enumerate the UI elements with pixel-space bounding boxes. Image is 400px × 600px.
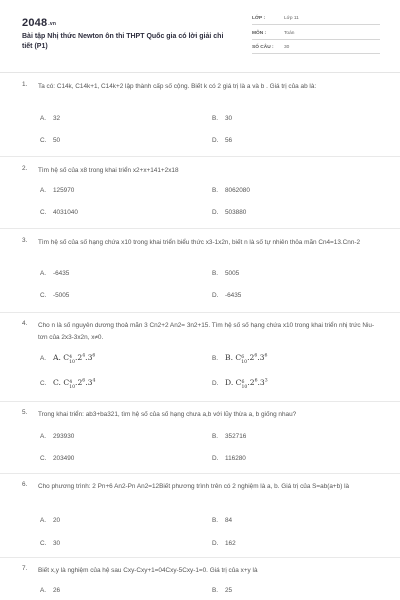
option-d[interactable]: D. D. C 6 10 $.2^6.3^3$: [212, 378, 268, 390]
option-d[interactable]: D. -6435: [212, 292, 242, 299]
formula: A. C 4 10 $.2^4.3^6$: [53, 353, 96, 365]
option-c[interactable]: C. C. C 4 10 $.2^6.3^4$: [40, 378, 96, 390]
option-a[interactable]: A. 26: [40, 587, 61, 594]
option-d[interactable]: D. 162: [212, 540, 236, 547]
option-b[interactable]: B. 8062080: [212, 187, 250, 194]
question-divider: [0, 557, 400, 558]
question-text: Tìm hệ số của x8 trong khai triển x2+x+141+2x18: [38, 167, 179, 174]
meta-value: 30: [284, 45, 290, 50]
meta-label: MÔN :: [252, 31, 267, 36]
question-divider: [0, 156, 400, 157]
option-b[interactable]: B. 352716: [212, 433, 247, 440]
option-c[interactable]: C. -5005: [40, 292, 70, 299]
page-title: Bài tập Nhị thức Newton ôn thi THPT Quốc gia có lời giải chi tiết (P1): [22, 33, 224, 50]
header-divider: [0, 72, 400, 73]
formula: D. C 6 10 $.2^6.3^3$: [225, 378, 268, 390]
question-number: 5.: [22, 409, 28, 416]
question-divider: [0, 401, 400, 402]
question-number: 1.: [22, 81, 28, 88]
meta-value: Toán: [284, 31, 295, 36]
question-number: 2.: [22, 165, 28, 172]
meta-value: Lớp 11: [284, 16, 299, 21]
question-divider: [0, 312, 400, 313]
question-text: Trong khai triển: ab3+ba321, tìm hệ số của số hạng chưa a,b với lũy thừa a, b giống nhau?: [38, 411, 297, 418]
option-c[interactable]: C. 203490: [40, 455, 75, 462]
meta-class-row: [252, 14, 380, 25]
meta-subject-row: [252, 29, 380, 40]
question-number: 3.: [22, 237, 28, 244]
option-a[interactable]: A. 32: [40, 115, 61, 122]
header: [0, 0, 400, 72]
option-a[interactable]: A. -6435: [40, 270, 70, 277]
option-d[interactable]: D. 56: [212, 137, 233, 144]
option-c[interactable]: C. 50: [40, 137, 61, 144]
site-logo[interactable]: $2048^{.vn}$: [22, 17, 57, 29]
question-text: Cho n là số nguyên dương thoả mãn 3 Cn2+2 An2= 3n2+15. Tìm hệ số số hạng chứa x10 trong khai triển nhị trức Niu- tơn của 2x3-3x2n, x≠0.: [38, 322, 375, 341]
question-divider: [0, 228, 400, 229]
question-text: Biết x,y là nghiệm của hệ sau Cxy-Cxy+1=04Cxy-5Cxy-1=0. Giá trị của x+y là: [38, 567, 258, 574]
option-b[interactable]: B. 84: [212, 517, 233, 524]
meta-label: LỚP :: [252, 16, 266, 21]
question-text: Ta có: C14k, C14k+1, C14k+2 lập thành cấp số cộng. Biết k có 2 giá trị là a và b . Giá trị của ab là:: [38, 83, 317, 90]
formula: B. C 6 10 $.2^6.3^6$: [225, 353, 268, 365]
question-number: 6.: [22, 481, 28, 488]
question-number: 7.: [22, 565, 28, 572]
option-d[interactable]: D. 503880: [212, 209, 247, 216]
question-divider: [0, 473, 400, 474]
question-text: Cho phương trình: 2 Pn+6 An2-Pn An2=12Biết phương trình trên có 2 nghiệm là a, b. Giá trị của S=ab(a+b) là: [38, 483, 350, 490]
option-a[interactable]: A. 293930: [40, 433, 75, 440]
meta-label: SỐ CÂU :: [252, 45, 274, 50]
question-text: Tìm hệ số của số hạng chứa x10 trong khai triển biểu thức x3-1x2n, biết n là số tự nhiên thỏa mãn Cn4=13.Cnn-2: [38, 239, 361, 246]
question-number: 4.: [22, 320, 28, 327]
formula: C. C 4 10 $.2^6.3^4$: [53, 378, 96, 390]
meta-count-row: [252, 43, 380, 54]
option-b[interactable]: B. B. C 6 10 $.2^6.3^6$: [212, 353, 268, 365]
option-b[interactable]: B. 25: [212, 587, 233, 594]
option-b[interactable]: B. 5005: [212, 270, 240, 277]
option-c[interactable]: C. 4031040: [40, 209, 78, 216]
option-a[interactable]: A. 125970: [40, 187, 75, 194]
option-c[interactable]: C. 30: [40, 540, 61, 547]
option-a[interactable]: A. 20: [40, 517, 61, 524]
option-b[interactable]: B. 30: [212, 115, 233, 122]
option-a[interactable]: A. A. C 4 10 $.2^4.3^6$: [40, 353, 96, 365]
option-d[interactable]: D. 116280: [212, 455, 246, 462]
